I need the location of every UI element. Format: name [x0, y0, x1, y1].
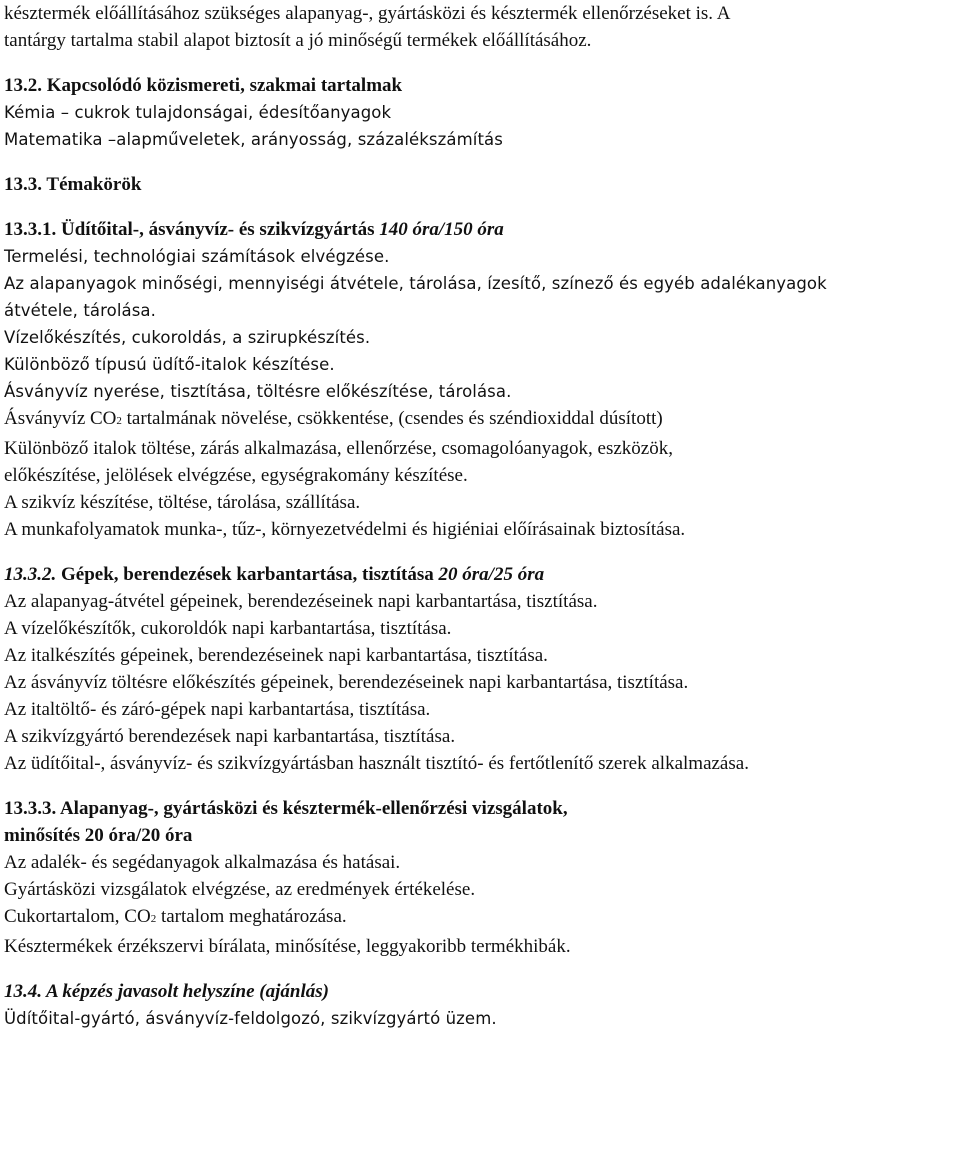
topic-1-co2-line — [4, 405, 956, 435]
topic-1-title: Üdítőital-, ásványvíz- és szikvízgyártás — [61, 219, 375, 240]
section-13-4-heading — [4, 978, 956, 1005]
topic-3-line: Gyártásközi vizsgálatok elvégzése, az eredmények értékelése. — [4, 879, 476, 900]
co2-prefix: Ásványvíz CO — [4, 408, 117, 429]
co2-subscript: 2 — [150, 913, 157, 925]
topic-1-line: A munkafolyamatok munka-, tűz-, környezetvédelmi és higiéniai előírásainak biztosítása. — [4, 519, 686, 540]
topic-2-number: 13.3.2. — [4, 564, 57, 585]
section-13-4-line: Üdítőital-gyártó, ásványvíz-feldolgozó, szikvízgyártó üzem. — [4, 1009, 497, 1028]
topic-2-line: Az üdítőital-, ásványvíz- és szikvízgyártásban használt tisztító- és fertőtlenítő szerek alkalmazása. — [4, 753, 749, 774]
co2-subscript: 2 — [116, 415, 122, 427]
section-13-3-number: 13.3. — [4, 174, 42, 195]
intro-line-1: késztermék előállításához szükséges alapanyag-, gyártásközi és késztermék ellenőrzéseket is. A — [4, 3, 731, 24]
section-13-4-number: 13.4. — [4, 981, 42, 1002]
section-13-3-heading — [4, 171, 956, 198]
co2-prefix: Cukortartalom, CO — [4, 906, 151, 927]
topic-3-title: Alapanyag-, gyártásközi és késztermék-ellenőrzési vizsgálatok, — [59, 798, 568, 819]
topic-2-line: Az alapanyag-átvétel gépeinek, berendezéseinek napi karbantartása, tisztítása. — [4, 591, 598, 612]
topic-1-heading — [4, 216, 956, 243]
topic-2-line: Az italtöltő- és záró-gépek napi karbantartása, tisztítása. — [4, 699, 431, 720]
topic-1-line: Az alapanyagok minőségi, mennyiségi átvétele, tárolása, ízesítő, színező és egyéb adalékanyagok — [4, 274, 827, 293]
topic-1-hours: 140 óra/150 óra — [379, 219, 504, 240]
topic-1-line: Termelési, technológiai számítások elvégzése. — [4, 247, 390, 266]
section-13-3-title: Témakörök — [46, 174, 142, 195]
section-13-4-title: A képzés javasolt helyszíne (ajánlás) — [46, 981, 329, 1002]
topic-1-line: Különböző típusú üdítő-italok készítése. — [4, 355, 335, 374]
topic-2-line: Az italkészítés gépeinek, berendezéseinek napi karbantartása, tisztítása. — [4, 645, 548, 666]
topic-2-line: Az ásványvíz töltésre előkészítés gépeinek, berendezéseinek napi karbantartása, tisztítása. — [4, 672, 689, 693]
topic-1-line: Vízelőkészítés, cukoroldás, a szirupkészítés. — [4, 328, 371, 347]
co2-suffix: tartalom meghatározása. — [156, 906, 347, 927]
topic-3-heading-line-2: minősítés 20 óra/20 óra — [4, 825, 193, 846]
section-13-2-number: 13.2. — [4, 75, 42, 96]
section-13-2-title: Kapcsolódó közismereti, szakmai tartalmak — [46, 75, 403, 96]
topic-1-line: előkészítése, jelölések elvégzése, egységrakomány készítése. — [4, 465, 468, 486]
topic-3-line: Késztermékek érzékszervi bírálata, minősítése, leggyakoribb termékhibák. — [4, 936, 571, 957]
topic-2-heading — [4, 561, 956, 588]
section-13-2-heading — [4, 72, 956, 99]
topic-2-hours: 20 óra/25 óra — [438, 564, 545, 585]
topic-2-title: Gépek, berendezések karbantartása, tisztítása — [61, 564, 434, 585]
topic-1-line: Különböző italok töltése, zárás alkalmazása, ellenőrzése, csomagolóanyagok, eszközök, — [4, 438, 673, 459]
topic-1-line: átvétele, tárolása. — [4, 301, 156, 320]
topic-3-heading-line-1 — [4, 795, 956, 822]
topic-2-line: A szikvízgyártó berendezések napi karbantartása, tisztítása. — [4, 726, 456, 747]
document-page — [4, 0, 956, 1032]
topic-3-number: 13.3.3. — [4, 798, 57, 819]
topic-3-co2-line — [4, 903, 956, 933]
section-13-2-item: Matematika –alapműveletek, arányosság, százalékszámítás — [4, 130, 503, 149]
co2-suffix: tartalmának növelése, csökkentése, (csendes és széndioxiddal dúsított) — [121, 408, 663, 429]
topic-3-line: Az adalék- és segédanyagok alkalmazása és hatásai. — [4, 852, 401, 873]
topic-2-line: A vízelőkészítők, cukoroldók napi karbantartása, tisztítása. — [4, 618, 452, 639]
topic-1-line: Ásványvíz nyerése, tisztítása, töltésre előkészítése, tárolása. — [4, 382, 512, 401]
topic-1-line: A szikvíz készítése, töltése, tárolása, szállítása. — [4, 492, 361, 513]
intro-line-2: tantárgy tartalma stabil alapot biztosít a jó minőségű termékek előállításához. — [4, 30, 592, 51]
topic-1-number: 13.3.1. — [4, 219, 57, 240]
section-13-2-item: Kémia – cukrok tulajdonságai, édesítőanyagok — [4, 103, 392, 122]
